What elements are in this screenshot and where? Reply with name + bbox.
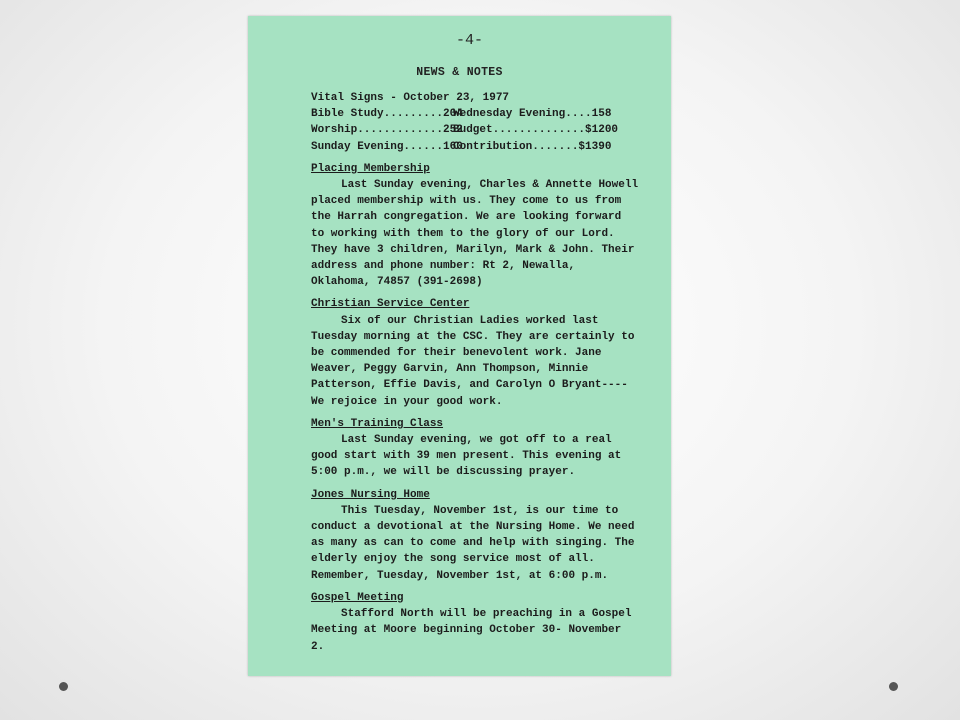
vital-stat: Wednesday Evening....158 (453, 108, 612, 121)
section-placing-membership (311, 161, 641, 291)
section-title: Jones Nursing Home (311, 488, 430, 501)
vital-stat: Bible Study.........204 (311, 108, 463, 121)
section-title: Men's Training Class (311, 417, 444, 430)
vital-stat: Budget..............$1200 (453, 124, 619, 137)
scanned-bulletin-page (248, 16, 671, 676)
vital-stat: Worship.............252 (311, 124, 463, 137)
section-body: Six of our Christian Ladies worked last Tuesday morning at the CSC. They are certainly to be commended for their benevolent work. Jane Weaver, Peggy Garvin, Ann Thompson, Minnie Patterson, Effie Davis, and Carolyn O Bryant---- We rejoice in your good work. (311, 314, 635, 408)
section-body: This Tuesday, November 1st, is our time to conduct a devotional at the Nursing Home. We need as many as can to come and help with singing. The elderly enjoy the song service most of all. Remember, Tuesday, November 1st, at 6:00 p.m. (311, 504, 635, 582)
section-body: Last Sunday evening, we got off to a real good start with 39 men present. This evening at 5:00 p.m., we will be discussing prayer. (311, 434, 622, 479)
section-mens-training-class (311, 416, 641, 481)
section-christian-service-center (311, 296, 641, 409)
vital-signs-row (311, 122, 641, 138)
vital-stat: Contribution.......$1390 (453, 140, 612, 153)
page-title: NEWS & NOTES (416, 66, 503, 79)
section-title: Christian Service Center (311, 298, 470, 311)
page-number: -4- (456, 32, 484, 49)
vital-signs-row (311, 139, 641, 155)
vital-stat: Sunday Evening......160 (311, 140, 463, 153)
section-body: Last Sunday evening, Charles & Annette Howell placed membership with us. They come to us from the Harrah congregation. We are looking forward to working with them to the glory of our Lord. They have 3 children, Marilyn, Mark & John. Their address and phone number: Rt 2, Newalla, Oklahoma, 74857 (391-2698) (311, 179, 639, 289)
section-title: Gospel Meeting (311, 591, 404, 604)
vital-signs-row (311, 106, 641, 122)
bulletin-content (311, 90, 641, 655)
section-jones-nursing-home (311, 487, 641, 584)
vital-signs-heading: Vital Signs - October 23, 1977 (311, 92, 510, 104)
section-body: Stafford North will be preaching in a Gospel Meeting at Moore beginning October 30- November 2. (311, 608, 632, 653)
slide-bullet-left (59, 682, 68, 691)
slide-bullet-right (889, 682, 898, 691)
section-gospel-meeting (311, 590, 641, 655)
section-title: Placing Membership (311, 162, 430, 175)
